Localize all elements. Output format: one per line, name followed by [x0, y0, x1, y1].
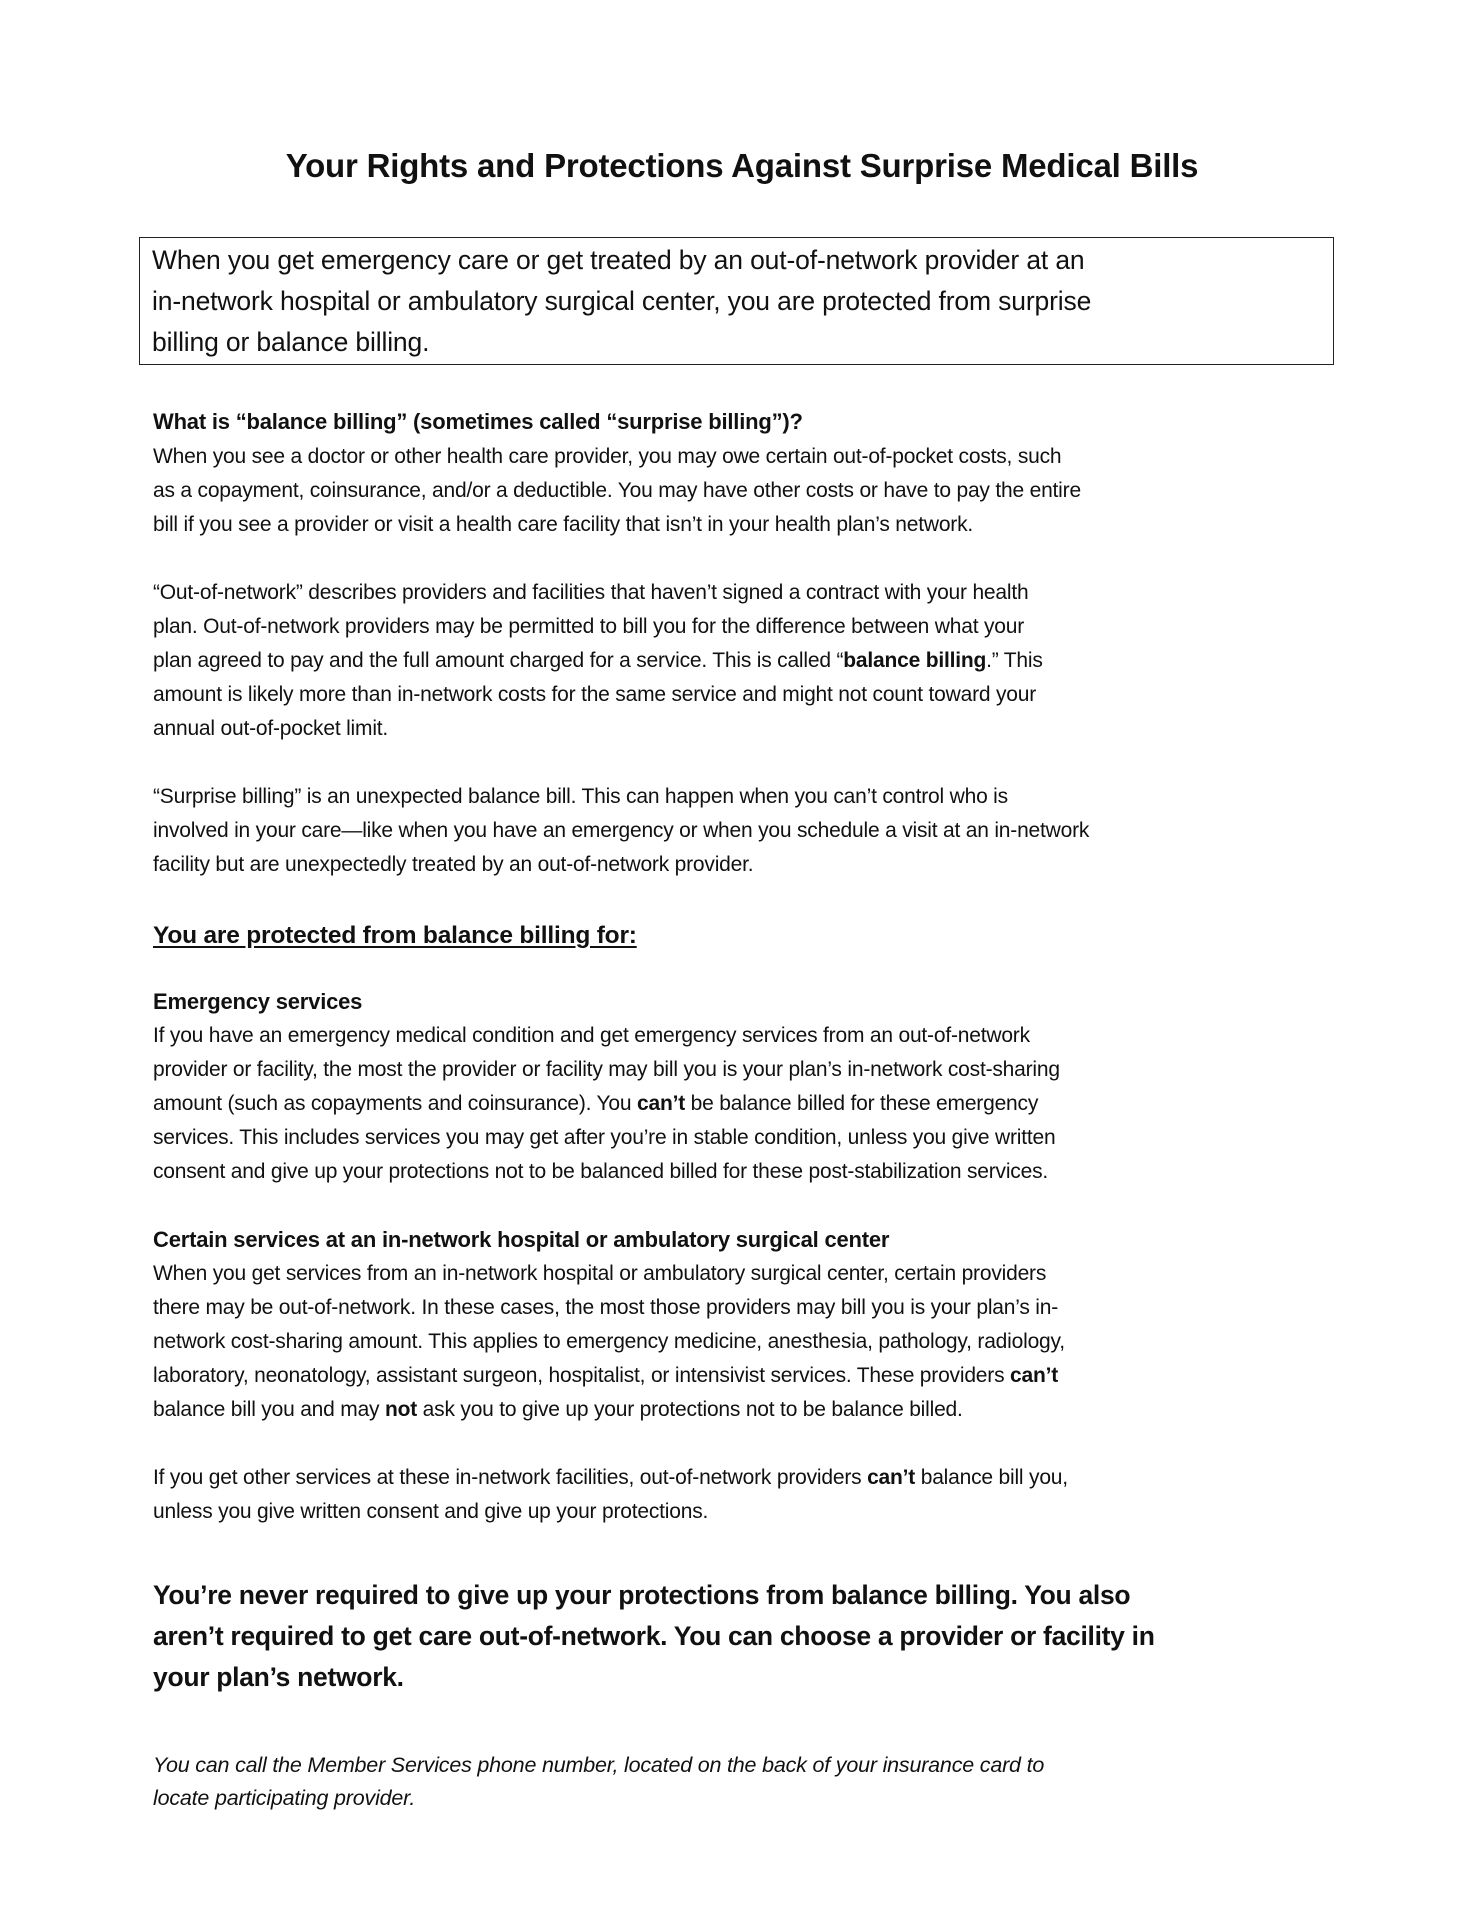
text-run: ask you to give up your protections not to be balance billed.	[417, 1398, 963, 1421]
text-run: balance bill you,	[915, 1466, 1068, 1489]
body-line: there may be out-of-network. In these cases, the most those providers may bill you is your plan’s in-	[153, 1296, 1059, 1319]
body-line: When you see a doctor or other health care provider, you may owe certain out-of-pocket costs, such	[153, 445, 1062, 468]
body-line: “Surprise billing” is an unexpected balance bill. This can happen when you can’t control who is	[153, 785, 1008, 808]
body-line: plan. Out-of-network providers may be permitted to bill you for the difference between what your	[153, 615, 1025, 638]
callout-box	[139, 237, 1334, 365]
body-line: annual out-of-pocket limit.	[153, 717, 389, 740]
body-line: If you have an emergency medical condition and get emergency services from an out-of-network	[153, 1024, 1030, 1047]
bold-term: can’t	[867, 1466, 916, 1489]
bold-term: can’t	[637, 1092, 686, 1115]
text-run: laboratory, neonatology, assistant surgeon, hospitalist, or intensivist services. These providers	[153, 1364, 1011, 1387]
bold-term: not	[384, 1398, 418, 1421]
body-line	[153, 1461, 1068, 1495]
page-title: Your Rights and Protections Against Surprise Medical Bills	[285, 147, 1199, 184]
text-run: amount (such as copayments and coinsurance). You	[153, 1092, 637, 1115]
body-line: consent and give up your protections not to be balanced billed for these post-stabilization services.	[153, 1160, 1049, 1183]
balance-billing-heading: What is “balance billing” (sometimes called “surprise billing”)?	[153, 409, 803, 434]
callout-line: billing or balance billing.	[152, 327, 430, 357]
body-line: provider or facility, the most the provider or facility may bill you is your plan’s in-network cost-sharing	[153, 1058, 1060, 1081]
body-line: as a copayment, coinsurance, and/or a deductible. You may have other costs or have to pay the entire	[153, 479, 1081, 502]
bold-term: balance billing	[843, 649, 987, 672]
body-line	[153, 1359, 1058, 1393]
body-line: facility but are unexpectedly treated by an out-of-network provider.	[153, 853, 754, 876]
text-run: plan agreed to pay and the full amount charged for a service. This is called “	[153, 649, 844, 672]
callout-line: When you get emergency care or get treated by an out-of-network provider at an	[152, 245, 1085, 275]
body-line	[153, 1087, 1038, 1121]
body-line	[153, 644, 1043, 678]
text-run: .” This	[986, 649, 1043, 672]
body-line: services. This includes services you may get after you’re in stable condition, unless you give written	[153, 1126, 1056, 1149]
certain-services-heading: Certain services at an in-network hospital or ambulatory surgical center	[153, 1227, 890, 1252]
body-line: “Out-of-network” describes providers and facilities that haven’t signed a contract with your health	[153, 581, 1029, 604]
body-line: bill if you see a provider or visit a health care facility that isn’t in your health plan’s network.	[153, 513, 974, 536]
never-required-statement: your plan’s network.	[153, 1662, 404, 1692]
protected-heading: You are protected from balance billing for:	[153, 922, 637, 949]
text-run: balance bill you and may	[153, 1398, 385, 1421]
body-line: network cost-sharing amount. This applies to emergency medicine, anesthesia, pathology, radiology,	[153, 1330, 1065, 1353]
text-run: If you get other services at these in-network facilities, out-of-network providers	[153, 1466, 868, 1489]
member-services-note: locate participating provider.	[153, 1786, 416, 1810]
body-line: involved in your care—like when you have an emergency or when you schedule a visit at an in-network	[153, 819, 1090, 842]
body-line: amount is likely more than in-network costs for the same service and might not count toward your	[153, 683, 1037, 706]
emergency-services-heading: Emergency services	[153, 989, 363, 1014]
never-required-statement: You’re never required to give up your protections from balance billing. You also	[153, 1580, 1131, 1610]
body-line: unless you give written consent and give up your protections.	[153, 1500, 709, 1523]
bold-term: can’t	[1010, 1364, 1059, 1387]
member-services-note: You can call the Member Services phone number, located on the back of your insurance card to	[153, 1753, 1045, 1777]
never-required-statement: aren’t required to get care out-of-network. You can choose a provider or facility in	[153, 1621, 1155, 1651]
text-run: be balance billed for these emergency	[685, 1092, 1039, 1115]
callout-line: in-network hospital or ambulatory surgical center, you are protected from surprise	[152, 286, 1092, 316]
body-line	[153, 1393, 963, 1427]
body-line: When you get services from an in-network hospital or ambulatory surgical center, certain providers	[153, 1262, 1047, 1285]
